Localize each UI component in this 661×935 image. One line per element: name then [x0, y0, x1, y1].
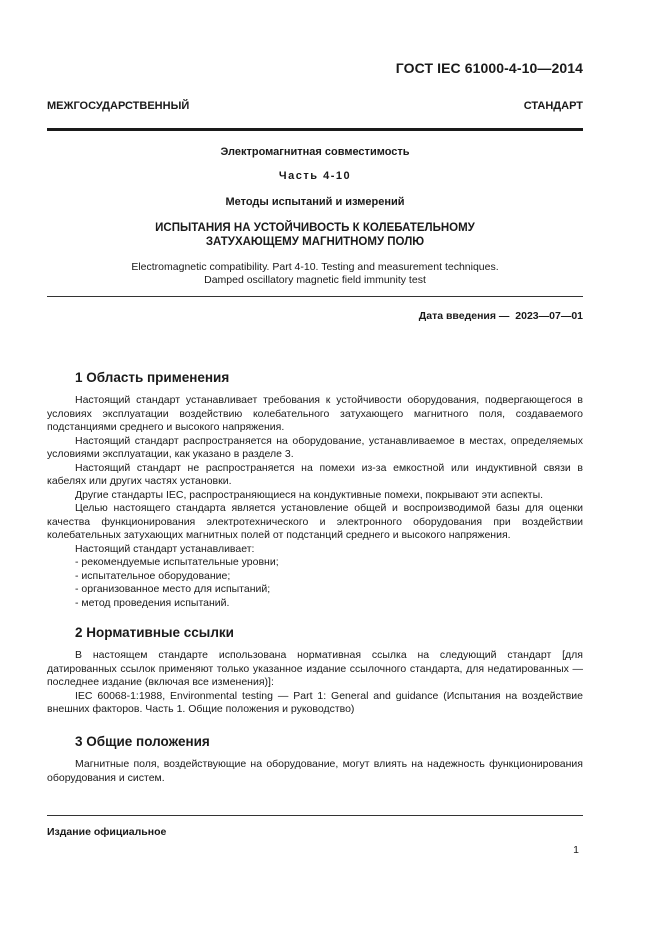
official-edition-label: Издание официальное	[47, 826, 167, 838]
footer-divider	[47, 815, 583, 816]
scope-list	[47, 556, 583, 610]
paragraph: Другие стандарты IEC, распространяющиеся на кондуктивные помехи, покрывают эти аспекты.	[75, 488, 544, 501]
header-divider	[47, 128, 583, 131]
standard-kind-heading: МЕЖГОСУДАРСТВЕННЫЙ СТАНДАРТ	[47, 100, 583, 112]
page-number: 1	[573, 844, 579, 856]
introduction-date-label: Дата введения —	[418, 310, 510, 322]
section-heading: 1 Область применения	[75, 370, 230, 385]
english-title-line-1: Electromagnetic compatibility. Part 4-10. Testing and measurement techniques.	[131, 261, 499, 273]
title-series: Электромагнитная совместимость	[220, 146, 410, 158]
main-title	[47, 221, 583, 249]
section-normative-references	[47, 625, 583, 717]
paragraph: Магнитные поля, воздействующие на оборудование, могут влиять на надежность функционирования оборудования и систем.	[47, 758, 583, 784]
main-title-line-2: ЗАТУХАЮЩЕМУ МАГНИТНОМУ ПОЛЮ	[205, 236, 425, 248]
paragraph: Целью настоящего стандарта является установление общей и воспроизводимой базы для оценки качества функционирования электротехнического и электронного оборудования при воздействии колебательных затухающих магнитных полей от подстанций среднего и высокого напряжения.	[47, 502, 583, 541]
introduction-date	[419, 310, 583, 322]
section-heading: 2 Нормативные ссылки	[75, 625, 234, 640]
document-number: ГОСТ IEC 61000-4-10—2014	[395, 60, 583, 76]
list-item: - испытательное оборудование;	[75, 569, 231, 582]
list-item: - метод проведения испытаний.	[75, 596, 230, 609]
title-part: Часть 4-10	[278, 170, 352, 182]
paragraph: Настоящий стандарт устанавливает:	[75, 542, 255, 555]
section-scope	[47, 370, 583, 610]
paragraph: Настоящий стандарт распространяется на оборудование, устанавливаемое в местах, определяемых условиями эксплуатации, как указано в разделе 3.	[47, 434, 583, 460]
introduction-date-value: 2023—07—01	[515, 310, 583, 322]
english-title-line-2: Damped oscillatory magnetic field immunity test	[204, 274, 426, 286]
list-item: - рекомендуемые испытательные уровни;	[75, 556, 279, 568]
title-divider	[47, 296, 583, 297]
list-item: - организованное место для испытаний;	[75, 583, 271, 595]
section-general	[47, 734, 583, 785]
main-title-line-1: ИСПЫТАНИЯ НА УСТОЙЧИВОСТЬ К КОЛЕБАТЕЛЬНОМУ	[155, 222, 475, 234]
title-methods: Методы испытаний и измерений	[225, 196, 405, 208]
paragraph: IEC 60068-1:1988, Environmental testing — Part 1: General and guidance (Испытания на воздействие внешних факторов. Часть 1. Общие положения и руководство)	[47, 689, 583, 715]
paragraph: Настоящий стандарт не распространяется на помехи из-за емкостной или индуктивной связи в кабелях или других частях установки.	[47, 461, 583, 487]
english-title	[47, 261, 583, 287]
section-heading: 3 Общие положения	[75, 734, 210, 749]
paragraph: Настоящий стандарт устанавливает требования к устойчивости оборудования, подвергающегося в условиях эксплуатации воздействию колебательного затухающего магнитного поля, создаваемого подстанциями среднего и высокого напряжения.	[47, 394, 583, 433]
paragraph: В настоящем стандарте использована нормативная ссылка на следующий стандарт [для датированных ссылок применяют только указанное издание ссылочного стандарта, для недатированных — последнее издание (включая все изменения)]:	[47, 649, 583, 688]
